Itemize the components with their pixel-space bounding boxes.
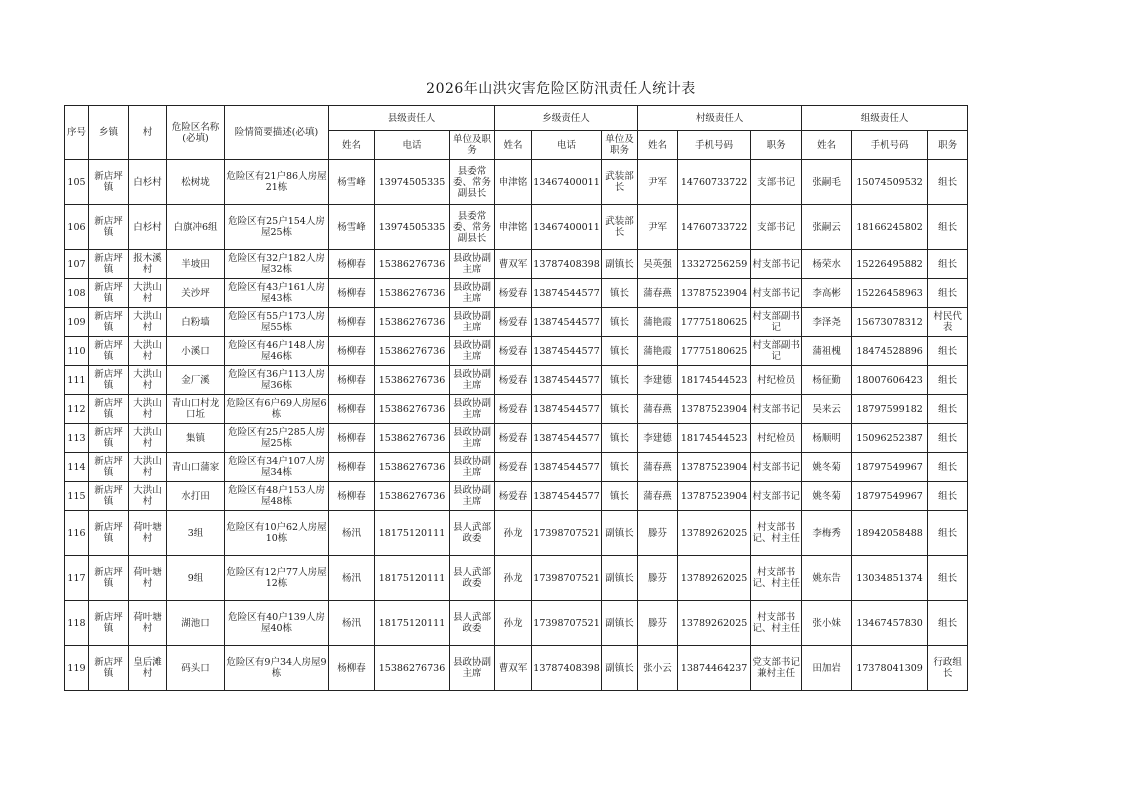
cell-village: 大洪山村 — [129, 395, 167, 424]
table-row — [65, 395, 968, 424]
cell-county-name: 杨雪峰 — [329, 205, 375, 250]
table-row — [65, 337, 968, 366]
table-row — [65, 453, 968, 482]
cell-zone-name: 青山口村龙口坵 — [167, 395, 225, 424]
cell-county-unit: 县政协副主席 — [450, 453, 495, 482]
cell-township-duty: 武装部长 — [602, 205, 638, 250]
cell-zone-name: 集镇 — [167, 424, 225, 453]
cell-village-name: 蒲艳霞 — [638, 308, 678, 337]
cell-village-mobile: 17775180625 — [678, 337, 751, 366]
cell-group-duty: 行政组长 — [928, 646, 968, 691]
cell-township-duty: 镇长 — [602, 395, 638, 424]
cell-description: 危险区有34户107人房屋34栋 — [225, 453, 329, 482]
cell-county-unit: 县政协副主席 — [450, 482, 495, 511]
cell-group-mobile: 18797549967 — [852, 482, 928, 511]
cell-county-unit: 县委常委、常务副县长 — [450, 160, 495, 205]
header-zone-name: 危险区名称(必填) — [167, 106, 225, 160]
cell-seq: 105 — [65, 160, 89, 205]
cell-county-phone: 15386276736 — [375, 646, 450, 691]
cell-township-phone: 17398707521 — [532, 511, 602, 556]
cell-township-phone: 13874544577 — [532, 279, 602, 308]
cell-township-phone: 13874544577 — [532, 424, 602, 453]
cell-township-name: 曹双军 — [495, 250, 532, 279]
cell-county-phone: 13974505335 — [375, 160, 450, 205]
cell-group-name: 姚东告 — [802, 556, 852, 601]
cell-county-phone: 15386276736 — [375, 453, 450, 482]
responsibility-table — [64, 105, 968, 691]
cell-village-name: 李建德 — [638, 366, 678, 395]
header-county-group: 县级责任人 — [329, 106, 495, 131]
cell-description: 危险区有21户86人房屋21栋 — [225, 160, 329, 205]
cell-village: 皇后滩村 — [129, 646, 167, 691]
cell-seq: 109 — [65, 308, 89, 337]
cell-county-name: 杨柳春 — [329, 279, 375, 308]
cell-zone-name: 关沙坪 — [167, 279, 225, 308]
cell-description: 危险区有48户153人房屋48栋 — [225, 482, 329, 511]
cell-township-name: 杨爱春 — [495, 366, 532, 395]
cell-township-name: 杨爱春 — [495, 453, 532, 482]
cell-town: 新店坪镇 — [89, 205, 129, 250]
cell-county-unit: 县政协副主席 — [450, 424, 495, 453]
cell-town: 新店坪镇 — [89, 160, 129, 205]
cell-seq: 113 — [65, 424, 89, 453]
cell-village: 大洪山村 — [129, 279, 167, 308]
header-description: 险情简要描述(必填) — [225, 106, 329, 160]
cell-village-duty: 村纪检员 — [751, 424, 802, 453]
cell-village-name: 蒲艳霞 — [638, 337, 678, 366]
cell-village-name: 蒲春燕 — [638, 453, 678, 482]
cell-town: 新店坪镇 — [89, 366, 129, 395]
cell-group-name: 杨荣水 — [802, 250, 852, 279]
cell-county-name: 杨柳春 — [329, 337, 375, 366]
cell-group-duty: 组长 — [928, 482, 968, 511]
cell-seq: 112 — [65, 395, 89, 424]
cell-village-name: 李建德 — [638, 424, 678, 453]
cell-seq: 115 — [65, 482, 89, 511]
cell-village-duty: 村支部副书记 — [751, 308, 802, 337]
cell-county-unit: 县政协副主席 — [450, 366, 495, 395]
cell-village-mobile: 18174544523 — [678, 424, 751, 453]
cell-township-name: 杨爱春 — [495, 395, 532, 424]
cell-county-phone: 13974505335 — [375, 205, 450, 250]
cell-seq: 116 — [65, 511, 89, 556]
cell-township-name: 杨爱春 — [495, 308, 532, 337]
header-township-unit: 单位及职务 — [602, 131, 638, 160]
header-village-duty: 职务 — [751, 131, 802, 160]
cell-village-mobile: 13789262025 — [678, 601, 751, 646]
cell-group-name: 李泽尧 — [802, 308, 852, 337]
cell-village-duty: 村支部书记、村主任 — [751, 556, 802, 601]
cell-group-name: 吴来云 — [802, 395, 852, 424]
cell-seq: 117 — [65, 556, 89, 601]
cell-county-unit: 县政协副主席 — [450, 646, 495, 691]
cell-town: 新店坪镇 — [89, 646, 129, 691]
table-row — [65, 366, 968, 395]
cell-township-phone: 13874544577 — [532, 482, 602, 511]
cell-village-name: 滕芬 — [638, 511, 678, 556]
cell-group-mobile: 15074509532 — [852, 160, 928, 205]
cell-county-phone: 15386276736 — [375, 366, 450, 395]
cell-group-name: 张小妹 — [802, 601, 852, 646]
cell-town: 新店坪镇 — [89, 482, 129, 511]
cell-zone-name: 白旗冲6组 — [167, 205, 225, 250]
cell-zone-name: 水打田 — [167, 482, 225, 511]
cell-description: 危险区有25户154人房屋25栋 — [225, 205, 329, 250]
cell-description: 危险区有55户173人房屋55栋 — [225, 308, 329, 337]
cell-group-name: 姚冬菊 — [802, 453, 852, 482]
cell-group-mobile: 18797599182 — [852, 395, 928, 424]
cell-zone-name: 湖池口 — [167, 601, 225, 646]
cell-zone-name: 3组 — [167, 511, 225, 556]
cell-group-name: 蒲祖槐 — [802, 337, 852, 366]
cell-group-duty: 组长 — [928, 337, 968, 366]
cell-township-phone: 13787408398 — [532, 250, 602, 279]
cell-group-name: 田加岩 — [802, 646, 852, 691]
cell-village-name: 张小云 — [638, 646, 678, 691]
cell-township-duty: 镇长 — [602, 453, 638, 482]
cell-village: 白杉村 — [129, 160, 167, 205]
table-row — [65, 482, 968, 511]
cell-township-phone: 17398707521 — [532, 556, 602, 601]
table-row — [65, 250, 968, 279]
cell-county-name: 杨柳春 — [329, 453, 375, 482]
cell-group-duty: 组长 — [928, 511, 968, 556]
cell-township-duty: 镇长 — [602, 366, 638, 395]
cell-description: 危险区有46户148人房屋46栋 — [225, 337, 329, 366]
header-county-name: 姓名 — [329, 131, 375, 160]
cell-village: 大洪山村 — [129, 366, 167, 395]
document-title: 2026年山洪灾害危险区防汛责任人统计表 — [426, 81, 696, 97]
table-row — [65, 308, 968, 337]
cell-description: 危险区有12户77人房屋12栋 — [225, 556, 329, 601]
cell-township-duty: 武装部长 — [602, 160, 638, 205]
cell-village-name: 蒲春燕 — [638, 395, 678, 424]
cell-village: 大洪山村 — [129, 482, 167, 511]
cell-town: 新店坪镇 — [89, 511, 129, 556]
cell-county-name: 杨柳春 — [329, 395, 375, 424]
header-county-phone: 电话 — [375, 131, 450, 160]
cell-village: 报木溪村 — [129, 250, 167, 279]
cell-zone-name: 9组 — [167, 556, 225, 601]
cell-village-duty: 村支部书记、村主任 — [751, 511, 802, 556]
cell-group-mobile: 18942058488 — [852, 511, 928, 556]
cell-village-mobile: 13874464237 — [678, 646, 751, 691]
cell-seq: 111 — [65, 366, 89, 395]
cell-county-phone: 18175120111 — [375, 556, 450, 601]
cell-township-duty: 镇长 — [602, 279, 638, 308]
cell-county-name: 杨汛 — [329, 556, 375, 601]
cell-county-name: 杨柳春 — [329, 250, 375, 279]
cell-county-unit: 县人武部政委 — [450, 556, 495, 601]
cell-zone-name: 金厂溪 — [167, 366, 225, 395]
cell-group-mobile: 18166245802 — [852, 205, 928, 250]
cell-village-duty: 支部书记 — [751, 205, 802, 250]
cell-township-phone: 13874544577 — [532, 308, 602, 337]
cell-town: 新店坪镇 — [89, 395, 129, 424]
cell-village-duty: 村支部书记 — [751, 395, 802, 424]
table-row — [65, 646, 968, 691]
cell-description: 危险区有25户285人房屋25栋 — [225, 424, 329, 453]
cell-seq: 114 — [65, 453, 89, 482]
cell-zone-name: 码头口 — [167, 646, 225, 691]
header-township-phone: 电话 — [532, 131, 602, 160]
cell-county-name: 杨汛 — [329, 511, 375, 556]
cell-group-name: 李高彬 — [802, 279, 852, 308]
cell-zone-name: 松树垅 — [167, 160, 225, 205]
header-county-unit: 单位及职务 — [450, 131, 495, 160]
cell-seq: 108 — [65, 279, 89, 308]
cell-township-phone: 13874544577 — [532, 337, 602, 366]
cell-village: 大洪山村 — [129, 453, 167, 482]
cell-village-duty: 村支部书记 — [751, 453, 802, 482]
cell-group-name: 张嗣云 — [802, 205, 852, 250]
cell-village-mobile: 13327256259 — [678, 250, 751, 279]
cell-description: 危险区有43户161人房屋43栋 — [225, 279, 329, 308]
cell-township-duty: 副镇长 — [602, 250, 638, 279]
cell-county-name: 杨柳春 — [329, 366, 375, 395]
header-group-group: 组级责任人 — [802, 106, 968, 131]
cell-village-name: 尹军 — [638, 205, 678, 250]
cell-village: 荷叶塘村 — [129, 511, 167, 556]
cell-village-mobile: 13787523904 — [678, 279, 751, 308]
table-row — [65, 511, 968, 556]
header-village: 村 — [129, 106, 167, 160]
table-row — [65, 279, 968, 308]
header-group-mobile: 手机号码 — [852, 131, 928, 160]
cell-zone-name: 半坡田 — [167, 250, 225, 279]
cell-group-mobile: 13467457830 — [852, 601, 928, 646]
cell-group-mobile: 18007606423 — [852, 366, 928, 395]
cell-county-name: 杨柳春 — [329, 646, 375, 691]
cell-group-name: 李梅秀 — [802, 511, 852, 556]
cell-county-name: 杨汛 — [329, 601, 375, 646]
cell-township-phone: 13874544577 — [532, 366, 602, 395]
cell-town: 新店坪镇 — [89, 250, 129, 279]
cell-township-phone: 13874544577 — [532, 395, 602, 424]
cell-village-duty: 村支部书记 — [751, 250, 802, 279]
cell-group-duty: 组长 — [928, 366, 968, 395]
cell-village-mobile: 13787523904 — [678, 395, 751, 424]
cell-township-duty: 镇长 — [602, 337, 638, 366]
cell-village: 大洪山村 — [129, 308, 167, 337]
header-township-name: 姓名 — [495, 131, 532, 160]
cell-town: 新店坪镇 — [89, 337, 129, 366]
cell-township-name: 杨爱春 — [495, 482, 532, 511]
cell-township-name: 杨爱春 — [495, 337, 532, 366]
cell-county-phone: 15386276736 — [375, 424, 450, 453]
cell-county-unit: 县政协副主席 — [450, 250, 495, 279]
cell-county-unit: 县人武部政委 — [450, 511, 495, 556]
cell-zone-name: 青山口蒲家 — [167, 453, 225, 482]
cell-village-name: 滕芬 — [638, 556, 678, 601]
cell-group-mobile: 15226495882 — [852, 250, 928, 279]
cell-township-name: 杨爱春 — [495, 424, 532, 453]
cell-county-unit: 县政协副主席 — [450, 308, 495, 337]
cell-description: 危险区有36户113人房屋36栋 — [225, 366, 329, 395]
cell-village: 大洪山村 — [129, 424, 167, 453]
cell-group-duty: 组长 — [928, 205, 968, 250]
cell-group-name: 张嗣毛 — [802, 160, 852, 205]
cell-village-name: 吴英强 — [638, 250, 678, 279]
cell-group-mobile: 15096252387 — [852, 424, 928, 453]
cell-county-name: 杨柳春 — [329, 424, 375, 453]
cell-group-mobile: 18474528896 — [852, 337, 928, 366]
header-group-name: 姓名 — [802, 131, 852, 160]
cell-county-unit: 县政协副主席 — [450, 337, 495, 366]
cell-township-name: 曹双军 — [495, 646, 532, 691]
cell-county-unit: 县人武部政委 — [450, 601, 495, 646]
cell-county-phone: 15386276736 — [375, 250, 450, 279]
header-town: 乡镇 — [89, 106, 129, 160]
cell-description: 危险区有9户34人房屋9栋 — [225, 646, 329, 691]
header-group-duty: 职务 — [928, 131, 968, 160]
cell-group-mobile: 15226458963 — [852, 279, 928, 308]
cell-group-duty: 组长 — [928, 601, 968, 646]
cell-township-duty: 镇长 — [602, 482, 638, 511]
cell-township-phone: 17398707521 — [532, 601, 602, 646]
table-body — [65, 160, 968, 691]
cell-township-duty: 副镇长 — [602, 556, 638, 601]
cell-group-mobile: 18797549967 — [852, 453, 928, 482]
cell-township-duty: 副镇长 — [602, 601, 638, 646]
cell-group-mobile: 15673078312 — [852, 308, 928, 337]
cell-village: 荷叶塘村 — [129, 556, 167, 601]
cell-group-duty: 组长 — [928, 556, 968, 601]
cell-group-name: 杨征勤 — [802, 366, 852, 395]
header-seq: 序号 — [65, 106, 89, 160]
cell-township-duty: 副镇长 — [602, 646, 638, 691]
cell-village-name: 滕芬 — [638, 601, 678, 646]
cell-county-name: 杨雪峰 — [329, 160, 375, 205]
header-village-mobile: 手机号码 — [678, 131, 751, 160]
cell-village-mobile: 13787523904 — [678, 482, 751, 511]
cell-group-duty: 村民代表 — [928, 308, 968, 337]
cell-county-name: 杨柳春 — [329, 482, 375, 511]
cell-village: 荷叶塘村 — [129, 601, 167, 646]
cell-township-phone: 13467400011 — [532, 205, 602, 250]
cell-township-duty: 镇长 — [602, 308, 638, 337]
cell-village-duty: 村支部书记 — [751, 482, 802, 511]
cell-group-name: 姚冬菊 — [802, 482, 852, 511]
cell-village-mobile: 13789262025 — [678, 556, 751, 601]
cell-village-mobile: 13789262025 — [678, 511, 751, 556]
cell-county-unit: 县政协副主席 — [450, 395, 495, 424]
table-row — [65, 556, 968, 601]
cell-village-name: 尹军 — [638, 160, 678, 205]
cell-group-duty: 组长 — [928, 453, 968, 482]
cell-village-name: 蒲春燕 — [638, 279, 678, 308]
table-row — [65, 160, 968, 205]
cell-group-mobile: 17378041309 — [852, 646, 928, 691]
table-row — [65, 424, 968, 453]
header-township-group: 乡级责任人 — [495, 106, 638, 131]
cell-group-duty: 组长 — [928, 160, 968, 205]
cell-village-mobile: 14760733722 — [678, 160, 751, 205]
cell-town: 新店坪镇 — [89, 308, 129, 337]
cell-seq: 118 — [65, 601, 89, 646]
cell-village-duty: 村支部书记、村主任 — [751, 601, 802, 646]
cell-town: 新店坪镇 — [89, 424, 129, 453]
cell-group-duty: 组长 — [928, 424, 968, 453]
cell-town: 新店坪镇 — [89, 453, 129, 482]
cell-township-name: 杨爱春 — [495, 279, 532, 308]
cell-description: 危险区有32户182人房屋32栋 — [225, 250, 329, 279]
cell-village-duty: 支部书记 — [751, 160, 802, 205]
header-village-group: 村级责任人 — [638, 106, 802, 131]
cell-county-unit: 县政协副主席 — [450, 279, 495, 308]
cell-group-mobile: 13034851374 — [852, 556, 928, 601]
cell-zone-name: 白粉墙 — [167, 308, 225, 337]
cell-description: 危险区有10户62人房屋10栋 — [225, 511, 329, 556]
cell-zone-name: 小溪口 — [167, 337, 225, 366]
cell-county-unit: 县委常委、常务副县长 — [450, 205, 495, 250]
cell-village-mobile: 18174544523 — [678, 366, 751, 395]
cell-description: 危险区有6户69人房屋6栋 — [225, 395, 329, 424]
cell-township-phone: 13787408398 — [532, 646, 602, 691]
cell-town: 新店坪镇 — [89, 601, 129, 646]
cell-township-name: 孙龙 — [495, 601, 532, 646]
cell-county-phone: 15386276736 — [375, 308, 450, 337]
header-village-name: 姓名 — [638, 131, 678, 160]
table-row — [65, 205, 968, 250]
cell-town: 新店坪镇 — [89, 279, 129, 308]
cell-seq: 110 — [65, 337, 89, 366]
cell-town: 新店坪镇 — [89, 556, 129, 601]
cell-village-mobile: 14760733722 — [678, 205, 751, 250]
cell-village-duty: 党支部书记兼村主任 — [751, 646, 802, 691]
cell-description: 危险区有40户139人房屋40栋 — [225, 601, 329, 646]
cell-seq: 119 — [65, 646, 89, 691]
cell-township-name: 孙龙 — [495, 511, 532, 556]
cell-township-name: 申津铭 — [495, 205, 532, 250]
cell-village-duty: 村纪检员 — [751, 366, 802, 395]
cell-county-phone: 15386276736 — [375, 395, 450, 424]
cell-village-mobile: 17775180625 — [678, 308, 751, 337]
cell-county-phone: 15386276736 — [375, 279, 450, 308]
cell-village-duty: 村支部书记 — [751, 279, 802, 308]
cell-township-duty: 镇长 — [602, 424, 638, 453]
cell-county-phone: 18175120111 — [375, 601, 450, 646]
cell-seq: 106 — [65, 205, 89, 250]
cell-group-duty: 组长 — [928, 395, 968, 424]
cell-group-duty: 组长 — [928, 279, 968, 308]
cell-county-phone: 15386276736 — [375, 337, 450, 366]
cell-county-phone: 18175120111 — [375, 511, 450, 556]
cell-village: 大洪山村 — [129, 337, 167, 366]
cell-county-name: 杨柳春 — [329, 308, 375, 337]
cell-township-name: 申津铭 — [495, 160, 532, 205]
cell-village-duty: 村支部副书记 — [751, 337, 802, 366]
cell-group-duty: 组长 — [928, 250, 968, 279]
cell-seq: 107 — [65, 250, 89, 279]
cell-township-phone: 13874544577 — [532, 453, 602, 482]
cell-village: 白杉村 — [129, 205, 167, 250]
cell-village-mobile: 13787523904 — [678, 453, 751, 482]
cell-village-name: 蒲春燕 — [638, 482, 678, 511]
header-row-1 — [65, 106, 968, 131]
cell-township-phone: 13467400011 — [532, 160, 602, 205]
cell-township-duty: 副镇长 — [602, 511, 638, 556]
cell-township-name: 孙龙 — [495, 556, 532, 601]
cell-county-phone: 15386276736 — [375, 482, 450, 511]
table-row — [65, 601, 968, 646]
cell-group-name: 杨顺明 — [802, 424, 852, 453]
